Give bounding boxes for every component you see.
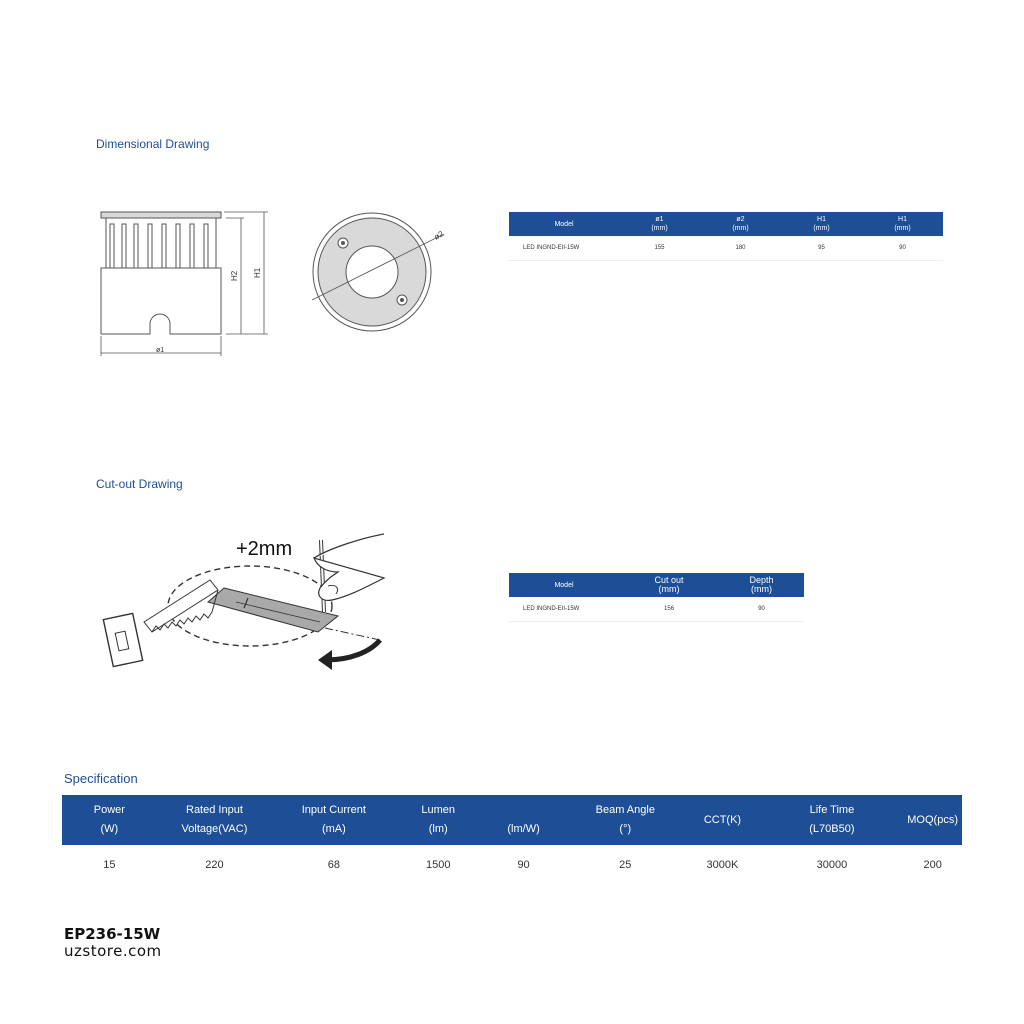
spec-header-lifetime: Life Time (L70B50)	[761, 795, 904, 845]
brand-footer	[64, 926, 162, 960]
specification-title: Specification	[64, 771, 138, 786]
dim-cell-h1: 95	[781, 236, 862, 261]
cut-header-depth: Depth (mm)	[719, 573, 804, 597]
spec-cell-efficacy: 90	[517, 859, 530, 871]
top-view-drawing	[308, 208, 448, 338]
cut-cell-model: LED INGND-EII-15W	[509, 597, 619, 622]
table-row	[62, 845, 962, 885]
spec-cell-power: 15	[103, 859, 116, 871]
cut-header-model: Model	[509, 573, 619, 597]
dim-cell-h1-b: 90	[862, 236, 943, 261]
dim-header-phi2: ø2 (mm)	[700, 212, 781, 236]
dim-cell-phi1: 155	[619, 236, 700, 261]
spec-cell-beam-angle: 25	[619, 859, 632, 871]
phi2-label: ø2	[432, 229, 446, 242]
dimensional-table	[509, 212, 943, 261]
spec-header-current: Input Current (mA)	[272, 795, 395, 845]
spec-cell-moq: 200	[923, 859, 942, 871]
h1-label: H1	[253, 267, 262, 278]
cut-header-cutout: Cut out (mm)	[619, 573, 719, 597]
table-row	[509, 236, 943, 261]
specification-table	[62, 795, 962, 885]
phi1-label: ø1	[156, 347, 165, 354]
spec-cell-lumen: 1500	[425, 859, 451, 871]
spec-header-lumen: Lumen (lm)	[396, 795, 481, 845]
cut-cell-depth: 90	[719, 597, 804, 622]
spec-cell-voltage: 220	[205, 859, 224, 871]
table-row	[509, 597, 804, 622]
dim-header-h1-b: H1 (mm)	[862, 212, 943, 236]
side-view-drawing	[96, 206, 276, 364]
dim-header-phi1: ø1 (mm)	[619, 212, 700, 236]
dim-cell-phi2: 180	[700, 236, 781, 261]
h2-label: H2	[230, 270, 239, 281]
spec-cell-current: 68	[327, 859, 340, 871]
spec-header-power: Power (W)	[62, 795, 157, 845]
spec-cell-lifetime: 30000	[816, 859, 848, 871]
spec-header-beam-angle: Beam Angle (°)	[566, 795, 684, 845]
cutout-illustration	[100, 528, 400, 678]
spec-header-moq: MOQ(pcs)	[903, 795, 962, 845]
spec-header-cct: CCT(K)	[684, 795, 760, 845]
cutout-table	[509, 573, 804, 622]
cutout-drawing-title: Cut-out Drawing	[96, 477, 183, 491]
dimensional-drawing-title: Dimensional Drawing	[96, 137, 210, 151]
spec-header-efficacy: (lm/W)	[481, 795, 566, 845]
product-model: EP236-15W	[64, 925, 161, 943]
store-website: uzstore.com	[64, 942, 162, 960]
cut-cell-cutout: 156	[619, 597, 719, 622]
spec-header-voltage: Rated Input Voltage(VAC)	[157, 795, 273, 845]
dim-cell-model: LED INGND-EII-15W	[509, 236, 619, 261]
spec-cell-cct: 3000K	[706, 859, 739, 871]
dim-header-h1: H1 (mm)	[781, 212, 862, 236]
dim-header-model: Model	[509, 212, 619, 236]
tolerance-label: +2mm	[236, 538, 293, 560]
